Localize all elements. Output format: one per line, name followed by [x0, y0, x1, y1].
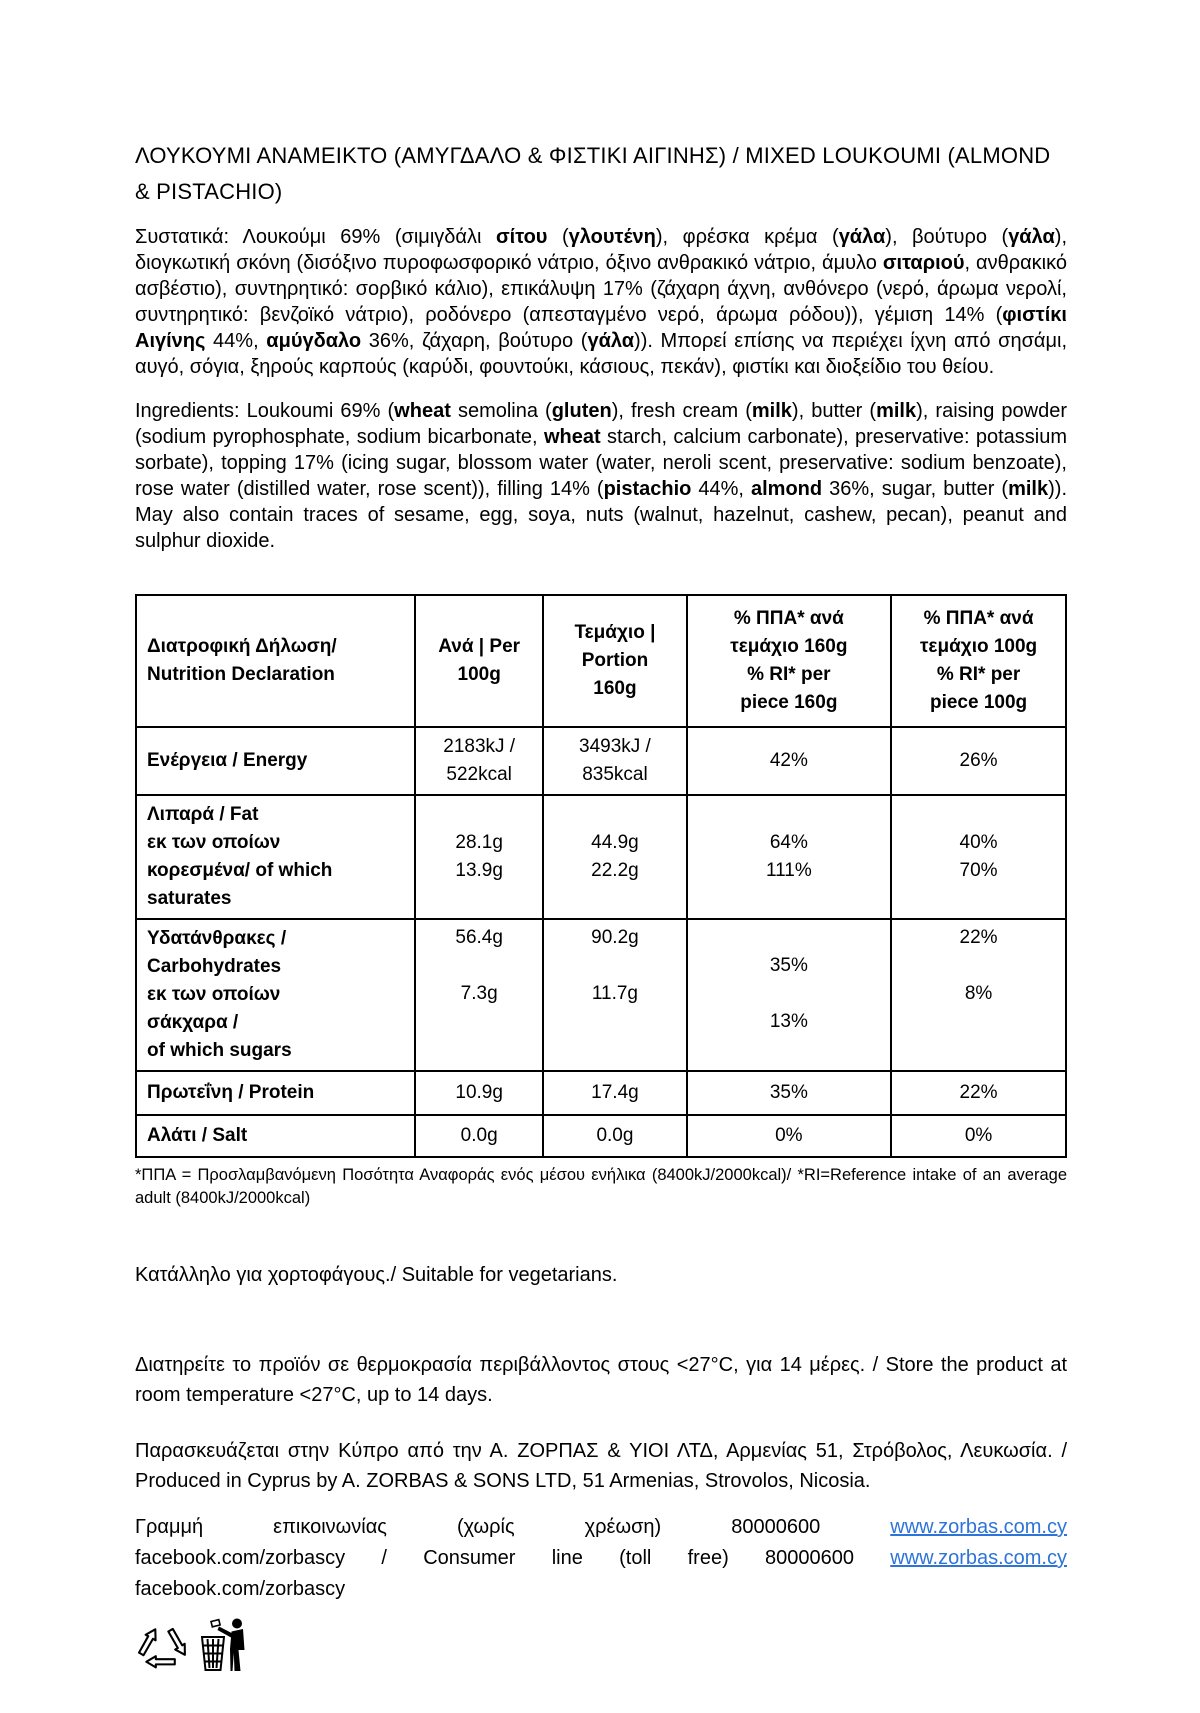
text-segment: Ingredients: Loukoumi 69% ( [135, 400, 395, 422]
nutrient-value: 17.4g [543, 1071, 686, 1115]
recycling-icon [135, 1623, 187, 1673]
ingredients-paragraph-english [135, 398, 1067, 554]
nutrient-value: 35% [687, 1071, 892, 1115]
text-segment: 44%, [691, 478, 751, 500]
text-segment: ), raising powder (sodium pyrophosphate, sodium bicarbonate, [135, 400, 1068, 448]
bold-allergen-text: almond [751, 478, 823, 500]
bold-allergen-text: wheat [543, 426, 601, 448]
nutrient-value: 26% [891, 727, 1066, 795]
contact-block [135, 1512, 1067, 1605]
nutrient-value: 56.4g 7.3g [415, 919, 543, 1071]
nutrient-label: Αλάτι / Salt [136, 1115, 415, 1157]
bold-allergen-text: σίτου [495, 226, 548, 248]
page-title: ΛΟΥΚΟΥΜΙ ΑΝΑΜΕΙΚΤΟ (ΑΜΥΓΔΑΛΟ & ΦΙΣΤΙΚΙ ΑΙΓΙΝΗΣ) / MIXED LOUKOUMI (ALMOND & PISTACHIO) [135, 143, 1051, 204]
nutrition-table [135, 594, 1067, 1158]
bold-allergen-text: milk [751, 400, 792, 422]
bold-allergen-text: γλουτένη [568, 226, 656, 248]
text-segment: Συστατικά: Λουκούμι 69% (σιμιγδάλι [135, 226, 496, 248]
bold-allergen-text: αμύγδαλο [266, 330, 362, 352]
table-header-row [136, 595, 1066, 727]
website-link[interactable]: www.zorbas.com.cy [890, 1547, 1067, 1569]
column-header: Ανά | Per 100g [415, 595, 543, 727]
text-segment: 44%, [205, 330, 267, 352]
nutrient-value: 3493kJ / 835kcal [543, 727, 686, 795]
table-row [136, 1071, 1066, 1115]
storage-note: Διατηρείτε το προϊόν σε θερμοκρασία περιβάλλοντος στους <27°C, για 14 μέρες. / Store the product at room temperature <27°C, up to 14 days. [135, 1354, 1067, 1406]
text-segment: )). Μπορεί επίσης να περιέχει ίχνη από σησάμι, αυγό, σόγια, ξηρούς καρπούς (καρύδι, φουντούκι, κάσιους, πεκάν), φιστίκι και διοξείδιο του θείου. [135, 330, 1068, 378]
table-row [136, 795, 1066, 919]
text-segment: ), βούτυρο ( [885, 226, 1009, 248]
nutrient-value: 22% 8% [891, 919, 1066, 1071]
nutrient-value: 42% [687, 727, 892, 795]
text-segment: ), butter ( [791, 400, 877, 422]
table-row [136, 919, 1066, 1071]
tidyman-icon [197, 1617, 249, 1673]
bold-allergen-text: milk [1008, 478, 1049, 500]
bold-allergen-text: gluten [551, 400, 612, 422]
nutrient-value: 0% [891, 1115, 1066, 1157]
bold-allergen-text: σιταριού [882, 252, 965, 274]
text-segment: , ανθρακικό ασβέστιο), συντηρητικό: σορβικό κάλιο), επικάλυψη 17% (ζάχαρη άχνη, ανθόνερο (νερό, άρωμα νερολί, συντηρητικό: βενζοϊκό νάτριο), ροδόνερο (απεσταγμένο νερό, άρωμα ρόδου)), γέμιση 14% ( [135, 252, 1067, 326]
text-segment: )). May also contain traces of sesame, egg, soya, nuts (walnut, hazelnut, cashew, pecan), peanut and sulphur dioxide. [135, 478, 1068, 552]
nutrient-label: Πρωτεΐνη / Protein [136, 1071, 415, 1115]
nutrient-value: 0% [687, 1115, 892, 1157]
nutrient-value: 0.0g [543, 1115, 686, 1157]
nutrient-value: 40% 70% [891, 795, 1066, 919]
nutrient-value: 35% 13% [687, 919, 892, 1071]
producer-note: Παρασκευάζεται στην Κύπρο από την Α. ΖΟΡΠΑΣ & ΥΙΟΙ ΛΤΔ, Αρμενίας 51, Στρόβολος, Λευκωσία. / Produced in Cyprus by A. ZORBAS & SONS LTD, 51 Armenias, Strovolos, Nicosia. [135, 1440, 1067, 1492]
text-segment: ), fresh cream ( [611, 400, 752, 422]
bold-allergen-text: pistachio [603, 478, 692, 500]
nutrient-value: 90.2g 11.7g [543, 919, 686, 1071]
bold-allergen-text: γάλα [587, 330, 635, 352]
packaging-symbols [135, 1617, 1067, 1673]
text-segment: Γραμμή επικοινωνίας (χωρίς χρέωση) 80000600 [135, 1516, 891, 1538]
nutrient-label: Ενέργεια / Energy [136, 727, 415, 795]
text-segment: 36%, sugar, butter ( [822, 478, 1009, 500]
text-segment: 36%, ζάχαρη, βούτυρο ( [361, 330, 588, 352]
ingredients-paragraph-greek [135, 224, 1067, 380]
bold-allergen-text: milk [876, 400, 917, 422]
bold-allergen-text: γάλα [1008, 226, 1055, 248]
text-segment: ), φρέσκα κρέμα ( [655, 226, 839, 248]
bold-allergen-text: φιστίκι Αιγίνης [135, 304, 1067, 352]
text-segment: ), διογκωτική σκόνη (δισόξινο πυροφωσφορικό νάτριο, όξινο ανθρακικό νάτριο, άμυλο [135, 226, 1067, 274]
text-segment: facebook.com/zorbascy [135, 1578, 346, 1600]
vegetarian-note: Κατάλληλο για χορτοφάγους./ Suitable for vegetarians. [135, 1264, 618, 1286]
bold-allergen-text: γάλα [838, 226, 886, 248]
nutrient-value: 2183kJ / 522kcal [415, 727, 543, 795]
website-link[interactable]: www.zorbas.com.cy [890, 1516, 1067, 1538]
text-segment: facebook.com/zorbascy / Consumer line (toll free) 80000600 [135, 1547, 891, 1569]
reference-intake-footnote: *ΠΠΑ = Προσλαμβανόμενη Ποσότητα Αναφοράς ενός μέσου ενήλικα (8400kJ/2000kcal)/ *RI=Reference intake of an average adult (8400kJ/2000kcal) [135, 1166, 1067, 1207]
contact-line [135, 1574, 1067, 1605]
nutrient-value: 44.9g 22.2g [543, 795, 686, 919]
column-header: % ΠΠΑ* ανά τεμάχιο 100g % RI* per piece 100g [891, 595, 1066, 727]
text-segment: starch, calcium carbonate), preservative: potassium sorbate), topping 17% (icing sugar, blossom water (water, neroli scent, preservative: sodium benzoate), rose water (distilled water, rose scent)), filling 14% ( [135, 426, 1067, 500]
nutrient-value: 0.0g [415, 1115, 543, 1157]
column-header: Τεμάχιο | Portion 160g [543, 595, 686, 727]
nutrient-value: 28.1g 13.9g [415, 795, 543, 919]
nutrient-label: Λιπαρά / Fat εκ των οποίων κορεσμένα/ of which saturates [136, 795, 415, 919]
nutrient-value: 22% [891, 1071, 1066, 1115]
column-header: % ΠΠΑ* ανά τεμάχιο 160g % RI* per piece 160g [687, 595, 892, 727]
text-segment: ( [547, 226, 569, 248]
text-segment: semolina ( [450, 400, 552, 422]
table-row [136, 727, 1066, 795]
column-header: Διατροφική Δήλωση/ Nutrition Declaration [136, 595, 415, 727]
bold-allergen-text: wheat [394, 400, 451, 422]
table-row [136, 1115, 1066, 1157]
contact-line [135, 1543, 1067, 1574]
contact-line [135, 1512, 1067, 1543]
nutrient-value: 10.9g [415, 1071, 543, 1115]
nutrient-value: 64% 111% [687, 795, 892, 919]
nutrient-label: Υδατάνθρακες / Carbohydrates εκ των οποίων σάκχαρα / of which sugars [136, 919, 415, 1071]
